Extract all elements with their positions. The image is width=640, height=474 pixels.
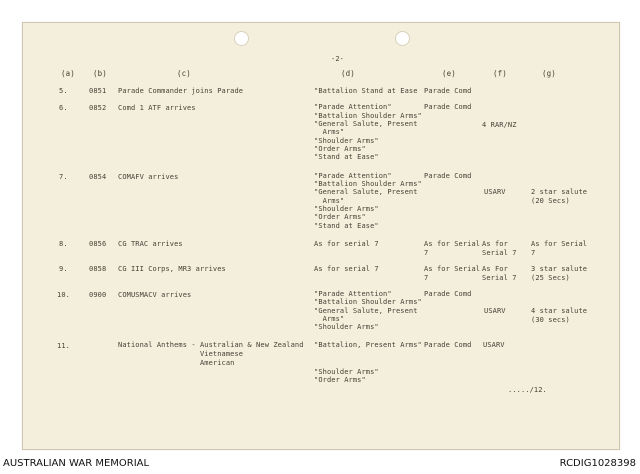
row-8-command-1: As for serial 7 (314, 240, 379, 248)
page-number: -2- (331, 55, 344, 63)
row-10-given-by: Parade Comd (424, 290, 472, 298)
row-9-event: CG III Corps, MR3 arrives (118, 265, 226, 273)
row-7-command-1: "Parade Attention" (314, 172, 392, 180)
col-header-g: (g) (542, 69, 556, 78)
row-7-band: USARV (484, 188, 506, 196)
col-header-b: (b) (93, 69, 107, 78)
row-6-command-2: "Battalion Shoulder Arms" (314, 112, 422, 120)
row-11-event: National Anthems - Australian & New Zealand Vietnamese American (118, 341, 304, 367)
row-11-given-by: Parade Comd (424, 341, 472, 349)
punch-hole-right (395, 31, 410, 46)
row-6-command-5: "Shoulder Arms" (314, 137, 379, 145)
row-5-serial: 5. (59, 87, 68, 95)
row-10-serial: 10. (57, 291, 70, 299)
row-10-salute: 4 star salute (30 secs) (531, 307, 588, 324)
row-8-serial: 8. (59, 240, 68, 248)
row-8-time: 0856 (89, 240, 107, 248)
row-6-serial: 6. (59, 104, 68, 112)
footer-source: AUSTRALIAN WAR MEMORIAL (3, 458, 150, 469)
row-6-command-6: "Order Arms" (314, 145, 366, 153)
row-8-salute: As for Serial 7 (531, 240, 588, 257)
row-10-time: 0900 (89, 291, 107, 299)
row-6-command-4: Arms" (314, 128, 345, 136)
continuation-marker: ...../12. (508, 386, 547, 394)
row-8-event: CG TRAC arrives (118, 240, 183, 248)
row-11-command-1: "Battalion, Present Arms" (314, 341, 422, 349)
col-header-f: (f) (493, 69, 507, 78)
row-6-command-7: "Stand at Ease" (314, 153, 379, 161)
row-9-band: As For Serial 7 (482, 265, 517, 282)
col-header-a: (a) (61, 69, 75, 78)
row-7-command-3: "General Salute, Present (314, 188, 418, 196)
row-9-time: 0858 (89, 265, 107, 273)
row-7-given-by: Parade Comd (424, 172, 472, 180)
row-9-command-1: As for serial 7 (314, 265, 379, 273)
col-header-e: (e) (442, 69, 456, 78)
row-7-command-4: Arms" (314, 197, 345, 205)
row-6-command-3: "General Salute, Present (314, 120, 418, 128)
row-5-given-by: Parade Comd (424, 87, 472, 95)
extra-command-2: "Order Arms" (314, 376, 366, 384)
footer-id: RCDIG1028398 (559, 458, 636, 469)
row-10-event: COMUSMACV arrives (118, 291, 192, 299)
row-9-serial: 9. (59, 265, 68, 273)
row-10-command-1: "Parade Attention" (314, 290, 392, 298)
row-7-serial: 7. (59, 173, 68, 181)
row-7-time: 0854 (89, 173, 107, 181)
col-header-c: (c) (177, 69, 191, 78)
row-7-salute: 2 star salute (20 Secs) (531, 188, 588, 205)
row-6-band: 4 RAR/NZ (482, 121, 517, 129)
row-6-time: 0852 (89, 104, 107, 112)
row-7-command-2: "Battalion Shoulder Arms" (314, 180, 422, 188)
extra-command-1: "Shoulder Arms" (314, 368, 379, 376)
row-8-band: As for Serial 7 (482, 240, 517, 257)
row-11-serial: 11. (57, 342, 70, 350)
row-5-event: Parade Commander joins Parade (118, 87, 244, 95)
col-header-d: (d) (341, 69, 355, 78)
row-10-command-4: Arms" (314, 315, 345, 323)
row-10-band: USARV (484, 307, 506, 315)
row-8-given-by: As for Serial 7 (424, 240, 481, 257)
row-10-command-5: "Shoulder Arms" (314, 323, 379, 331)
row-5-command-1: "Battalion Stand at Ease (314, 87, 418, 95)
row-11-band: USARV (483, 341, 505, 349)
row-9-salute: 3 star salute (25 Secs) (531, 265, 588, 282)
row-7-command-6: "Order Arms" (314, 213, 366, 221)
row-10-command-3: "General Salute, Present (314, 307, 418, 315)
row-7-command-5: "Shoulder Arms" (314, 205, 379, 213)
row-7-event: COMAFV arrives (118, 173, 179, 181)
row-7-command-7: "Stand at Ease" (314, 222, 379, 230)
row-9-given-by: As for Serial 7 (424, 265, 481, 282)
row-10-command-2: "Battalion Shoulder Arms" (314, 298, 422, 306)
punch-hole-left (234, 31, 249, 46)
row-5-time: 0851 (89, 87, 107, 95)
row-6-command-1: "Parade Attention" (314, 103, 392, 111)
row-6-given-by: Parade Comd (424, 103, 472, 111)
row-6-event: Comd 1 ATF arrives (118, 104, 196, 112)
